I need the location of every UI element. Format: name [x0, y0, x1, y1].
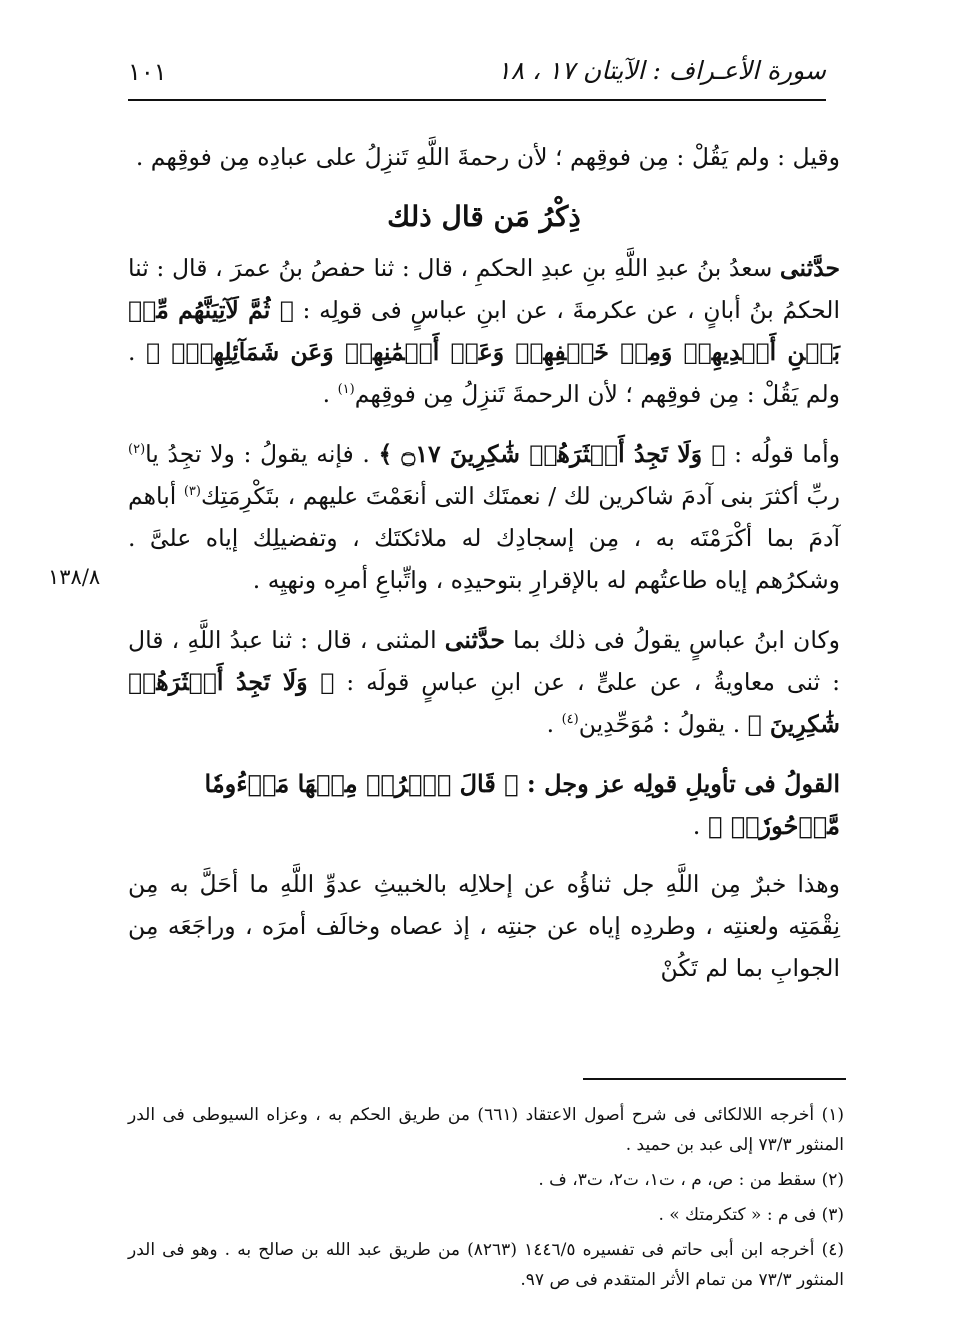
quran-verse: ﴿ وَلَا تَجِدُ أَكۡثَرَهُمۡ شَٰكِرِينَ ﴾: [128, 668, 840, 738]
header-rule: [128, 99, 826, 101]
paragraph-3-text-1: وأما قولُه :: [725, 440, 840, 468]
footnote-ref-3: (٣): [183, 484, 201, 500]
quran-verse: ﴿ قَالَ ٱخۡرُجۡ مِنۡهَا مَذۡءُومٗا مَّدۡحُورٗاۖ ﴾: [204, 769, 840, 840]
paragraph-3-text-3: ربِّ أكثرَ بنى آدمَ شاكرين لك / نعمتَك التى أنعَمْتَ عليهم ، بتَكْرِمَتِك: [200, 482, 840, 510]
paragraph-4: [128, 619, 840, 745]
footnote-rule: [583, 1078, 846, 1080]
paragraph-4-text-3: . يقولُ : مُوَحِّدِين: [578, 710, 748, 738]
paragraph-2-end: .: [322, 380, 338, 408]
narration-lead: حدَّثنى: [444, 626, 505, 654]
footnote-2: (٢) سقط من : ص، م ، ت١، ت٢، ت٣، ف .: [538, 1170, 844, 1190]
paragraph-4-text-1: وكان ابنُ عباسٍ يقولُ فى ذلك بما: [504, 626, 841, 654]
paragraph-1: وقيل : ولم يَقُلْ : مِن فوقِهم ؛ لأن رحمةَ اللَّهِ تَنزِلُ على عبادِه مِن فوقِهم .: [135, 143, 840, 171]
page-number: ١٠١: [128, 58, 167, 86]
section-subheading: [128, 763, 840, 847]
footnote-ref-4: (٤): [561, 712, 579, 728]
footnote-ref-1: (١): [337, 382, 355, 398]
footnote-4: (٤) أخرجه ابن أبى حاتم فى تفسيره ١٤٤٦/٥ (٨٢٦٣) من طريق عبد الله بن صالح به . وهو فى الدر المنثور ٧٣/٣ من تمام الأثر المتقدم فى ص ٩٧.: [128, 1240, 845, 1290]
paragraph-5: وهذا خبرٌ مِن اللَّهِ جل ثناؤُه عن إحلالِه بالخبيثِ عدوِّ اللَّهِ ما أحَلَّ به مِن نِقْمَتِه ولعنتِه ، وطردِه إياه عن جنتِه ، إذ عصاه وخالَف أمرَه ، وراجَعَه مِن الجوابِ بما لم تَكُنْ: [128, 870, 840, 982]
paragraph-3: [128, 433, 840, 601]
paragraph-4-text-2: المثنى ، قال : ثنا عبدُ اللَّهِ ، قال : ثنى معاويةُ ، عن علىٍّ ، عن ابنِ عباسٍ قولَه :: [128, 626, 840, 696]
footnote-3: (٣) فى م : « كتكرمتك » .: [658, 1205, 844, 1225]
paragraph-4-end: .: [546, 710, 562, 738]
main-text: [128, 136, 840, 989]
paragraph-2: [128, 247, 840, 415]
footnotes: [128, 1100, 844, 1300]
quran-verse: ﴿ ثُمَّ لَآتِيَنَّهُم مِّنۢ بَيۡنِ أَيۡدِيهِمۡ وَمِنۡ خَلۡفِهِمۡ وَعَنۡ أَيۡمَٰنِهِمۡ وَعَن شَمَآئِلِهِمۡۖ ﴾: [128, 296, 840, 366]
subheading-text: القولُ فى تأويلِ قولِه عز وجل :: [518, 769, 840, 798]
footnote-ref-2: (٢): [128, 442, 146, 458]
header-title: سورة الأعـراف : الآيتان ١٧ ، ١٨: [497, 56, 826, 85]
subheading-end: .: [692, 812, 708, 840]
paragraph-3-text-2: . فإنه يقولُ : ولا تجِدُ يا: [145, 440, 379, 468]
paragraph-2-text: سعدُ بنُ عبدِ اللَّهِ بنِ عبدِ الحكمِ ، قال : ثنا حفصُ بنُ عمرَ ، قال : ثنا الحكمُ بنُ أبانٍ ، عن عكرمةَ ، عن ابنِ عباسٍ فى قولِه :: [128, 254, 840, 324]
paragraph-2-tail: . ولم يَقُلْ : مِن فوقِهم ؛ لأن الرحمةَ تَنزِلُ مِن فوقِهم: [128, 338, 840, 408]
narration-lead: حدَّثنى: [779, 254, 840, 282]
section-heading: ذِكْرُ مَن قال ذلك: [387, 200, 581, 233]
running-header: [128, 52, 826, 98]
paragraph-3-text-4: أباهم آدمَ بما أكْرَمْتَه به ، مِن إسجادِك له ملائكتَك ، وتفضيلِك إياه علىَّ . وشكرُهم إياه طاعتُهم له بالإقرارِ بتوحيدِه ، واتِّباعِ أمرِه ونهيِه .: [128, 482, 840, 594]
quran-verse: ﴿ وَلَا تَجِدُ أَكۡثَرَهُمۡ شَٰكِرِينَ ۝١٧ ﴾: [378, 440, 726, 468]
margin-reference: ١٣٨/٨: [48, 565, 101, 589]
footnote-1: (١) أخرجه اللالكائى فى شرح أصول الاعتقاد (٦٦١) من طريق الحكم به ، وعزاه السيوطى فى الدر المنثور ٧٣/٣ إلى عبد بن حميد .: [128, 1105, 844, 1155]
